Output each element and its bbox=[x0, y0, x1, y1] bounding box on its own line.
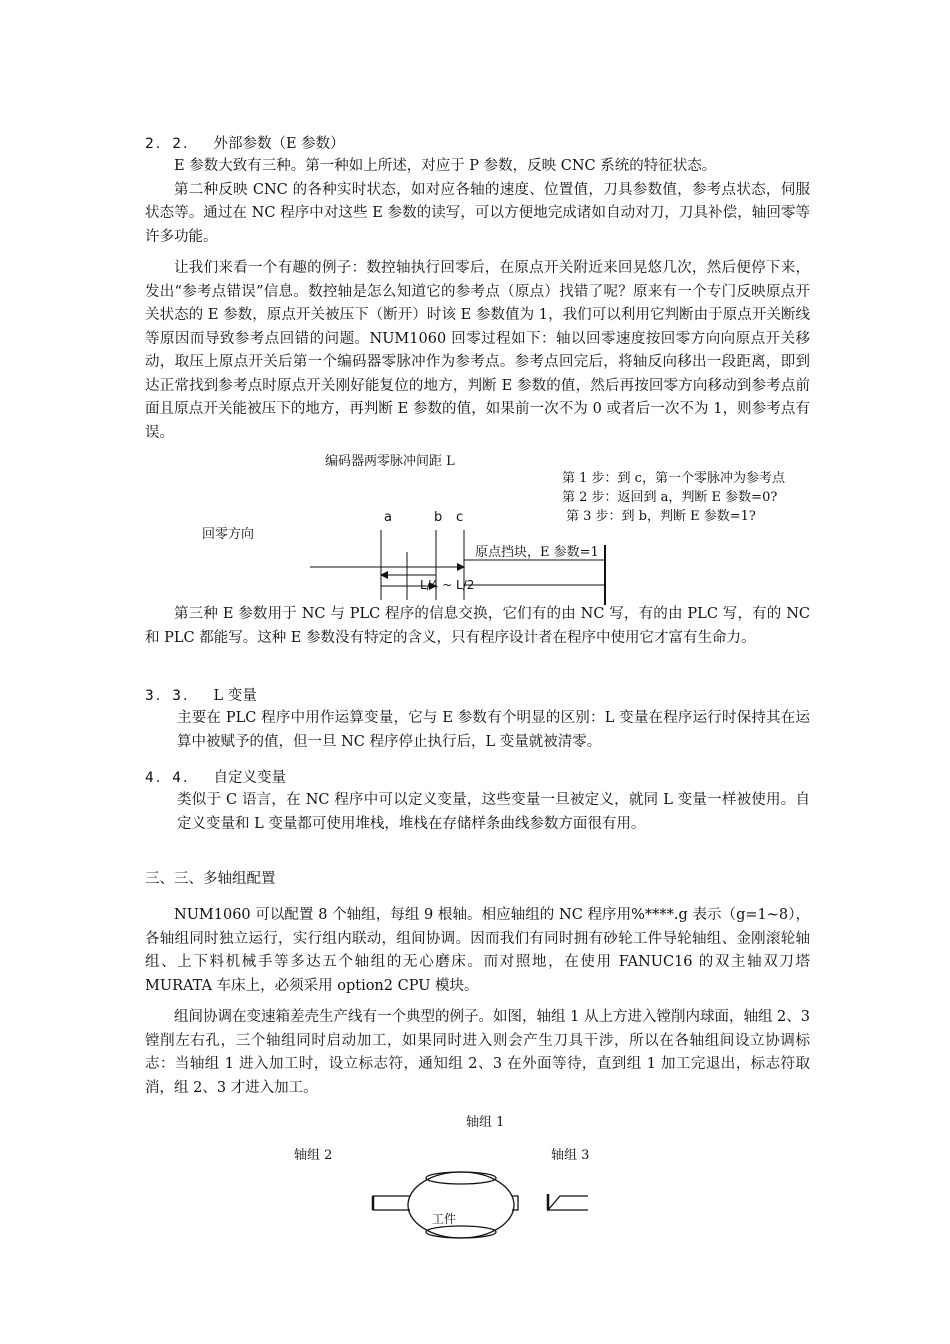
diagram-title: 编码器两零脉冲间距 L bbox=[325, 454, 455, 469]
direction-label: 回零方向 bbox=[202, 527, 255, 542]
point-c-label: c bbox=[456, 510, 464, 525]
paragraph-e-param-second: 第二种反映 CNC 的各种实时状态，如对应各轴的速度、位置值，刀具参数值，参考点状态，伺服状态等。通过在 NC 程序中对这些 E 参数的读写，可以方便地完成诸如自动对刀，刀具补偿，轴回零等许多功能。 bbox=[145, 181, 810, 245]
section-number: 2．2． bbox=[145, 136, 200, 152]
step-1-label: 第 1 步：到 c，第一个零脉冲为参考点 bbox=[562, 471, 785, 486]
l-variable-text: 主要在 PLC 程序中用作运算变量，它与 E 参数有个明显的区别：L 变量在程序运行时保持其在运算中被赋予的值，但一旦 NC 程序停止执行后，L 变量就被清零。 bbox=[177, 710, 810, 750]
coordination-text: 组间协调在变速箱差壳生产线有一个典型的例子。如图，轴组 1 从上方进入镗削内球面，轴组 2、3 镗削左右孔，三个轴组同时启动加工，如果同时进入则会产生刀具干涉，所以在各轴组间设立协调标志：当轴组 1 进入加工时，设立标志符，通知组 2、3 在外面等待，直到组 1 加工完退出，标志符取消，组 2、3 才进入加工。 bbox=[145, 1009, 810, 1096]
step-3-label: 第 3 步：到 b，判断 E 参数=1? bbox=[566, 509, 756, 524]
stop-block-label: 原点挡块，E 参数=1 bbox=[475, 545, 599, 560]
paragraph-third-text: 第三种 E 参数用于 NC 与 PLC 程序的信息交换，它们有的由 NC 写，有的由 PLC 写，有的 NC 和 PLC 都能写。这种 E 参数没有特定的含义，只有程序设计者在程序中使用它才富有生命力。 bbox=[145, 606, 810, 646]
workpiece-label: 工件 bbox=[432, 1212, 457, 1226]
point-a-label: a bbox=[384, 510, 392, 525]
section-title: L 变量 bbox=[213, 688, 257, 704]
section-number: 4．4． bbox=[145, 770, 200, 786]
range-label: L/4 ~ L/2 bbox=[420, 578, 475, 592]
paragraph-e-param-types: E 参数大致有三种。第一种如上所述，对应于 P 参数，反映 CNC 系统的特征状态。 bbox=[174, 158, 717, 174]
group-3-label: 轴组 3 bbox=[551, 1148, 590, 1163]
group-2-label: 轴组 2 bbox=[294, 1148, 333, 1163]
axis-groups-text: NUM1060 可以配置 8 个轴组，每组 9 根轴。相应轴组的 NC 程序用%****.g 表示（g=1~8），各轴组同时独立运行，实行组内联动，组间协调。因而我们有同时拥有砂轮工件导轮轴组、金刚滚轮轴组、上下料机械手等多达五个轴组的无心磨床。而对照地，在使用 FANUC16 的双主轴双刀塔 MURATA 车床上，必须采用 option2 CPU 模块。 bbox=[145, 907, 810, 994]
paragraph-example-text: 让我们来看一个有趣的例子：数控轴执行回零后，在原点开关附近来回晃悠几次，然后便停下来，发出“参考点错误”信息。数控轴是怎么知道它的参考点（原点）找错了呢？原来有一个专门反映原点开关状态的 E 参数，原点开关被压下（断开）时该 E 参数值为 1，我们可以利用它判断由于原点开关断线等原因而导致参考点回错的问题。NUM1060 回零过程如下：轴以回零速度按回零方向向原点开关移动，取压上原点开关后第一个编码器零脉冲作为参考点。参考点回完后，将轴反向移出一段距离，即到达正常找到参考点时原点开关刚好能复位的地方，判断 E 参数的值，然后再按回零方向移动到参考点前面且原点开关能被压下的地方，再判断 E 参数的值，如果前一次不为 0 或者后一次不为 1，则参考点有误。 bbox=[145, 260, 810, 441]
step-2-label: 第 2 步：返回到 a，判断 E 参数=0? bbox=[562, 490, 778, 505]
group-1-label: 轴组 1 bbox=[466, 1115, 505, 1130]
custom-variable-text: 类似于 C 语言，在 NC 程序中可以定义变量，这些变量一旦被定义，就同 L 变量一样被使用。自定义变量和 L 变量都可使用堆栈，堆栈在存储样条曲线参数方面很有用。 bbox=[177, 792, 810, 832]
point-b-label: b bbox=[434, 510, 443, 525]
section-title: 外部参数（E 参数） bbox=[213, 136, 345, 152]
section-heading-3: 三、三、多轴组配置 bbox=[145, 871, 276, 887]
section-number: 3．3． bbox=[145, 688, 200, 704]
section-title: 自定义变量 bbox=[213, 770, 286, 786]
